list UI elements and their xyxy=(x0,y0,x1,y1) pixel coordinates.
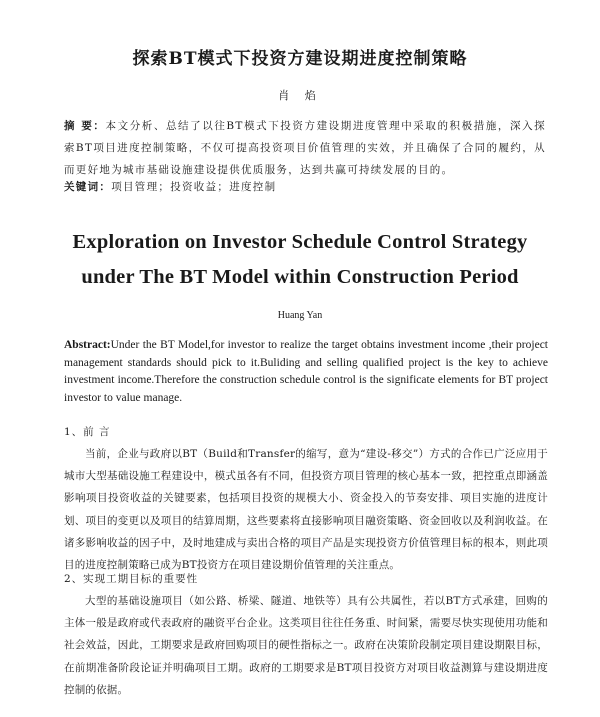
chinese-keywords xyxy=(64,176,546,198)
chinese-keywords-text: 项目管理；投资收益；进度控制 xyxy=(111,181,277,193)
section-body-schedule-importance: 大型的基础设施项目（如公路、桥梁、隧道、地铁等）具有公共属性，若以BT方式承建，回购的主体一般是政府或代表政府的融资平台企业。这类项目往往任务重、时间紧，需要尽快实现使用功能和社会效益，因此，工期要求是政府回购项目的硬性指标之一。政府在决策阶段制定项目建设期限目标，在前期准备阶段论证并明确项目工期。政府的工期要求是BT项目投资方对项目收益测算与建设期进度控制的依据。 xyxy=(64,595,548,696)
chinese-abstract-label: 摘 要： xyxy=(64,120,106,132)
chinese-abstract xyxy=(64,115,546,181)
section-heading-introduction: 1、前 言 xyxy=(64,426,111,438)
chinese-abstract-text: 本文分析、总结了以往BT模式下投资方建设期进度管理中采取的积极措施，深入探索BT项目进度控制策略，不仅可提高投资项目价值管理的实效，并且确保了合同的履约，从而更好地为城市基础设施建设提供优质服务，达到共赢可持续发展的目的。 xyxy=(64,120,546,176)
section-heading-schedule-importance: 2、实现工期目标的重要性 xyxy=(64,573,199,585)
english-title-line-1: Exploration on Investor Schedule Control Strategy xyxy=(72,231,528,253)
english-abstract xyxy=(64,337,548,407)
chinese-title: 探索BT模式下投资方建设期进度控制策略 xyxy=(132,49,468,69)
english-abstract-text: Under the BT Model,for investor to realize the target obtains investment income ,their project management standards should pick to it.Buliding and selling qualified project is the key to achieve investment income.Therefore the construction schedule control is the significate elements for BT project investor to value manage. xyxy=(64,339,548,404)
chinese-keywords-label: 关键词： xyxy=(64,181,112,193)
english-abstract-label: Abstract: xyxy=(64,339,111,351)
english-title-line-2: under The BT Model within Construction Period xyxy=(81,266,519,288)
chinese-author: 肖 焰 xyxy=(278,89,322,102)
english-author: Huang Yan xyxy=(277,310,323,321)
section-body-introduction: 当前，企业与政府以BT（Build和Transfer的缩写，意为“建设-移交”）方式的合作已广泛应用于城市大型基础设施工程建设中，模式虽各有不同，但投资方项目管理的核心基本一致，把控重点即涵盖影响项目投资收益的关键要素，包括项目投资的规模大小、资金投入的节奏安排、项目实施的进度计划、项目的变更以及项目的结算周期，这些要素将直接影响项目融资策略、资金回收以及利润收益。在诸多影响收益的因子中，及时地建成与卖出合格的项目产品是实现投资方价值管理目标的根本，则此项目的进度控制策略已成为BT投资方在项目建设期价值管理的关注重点。 xyxy=(64,448,548,572)
